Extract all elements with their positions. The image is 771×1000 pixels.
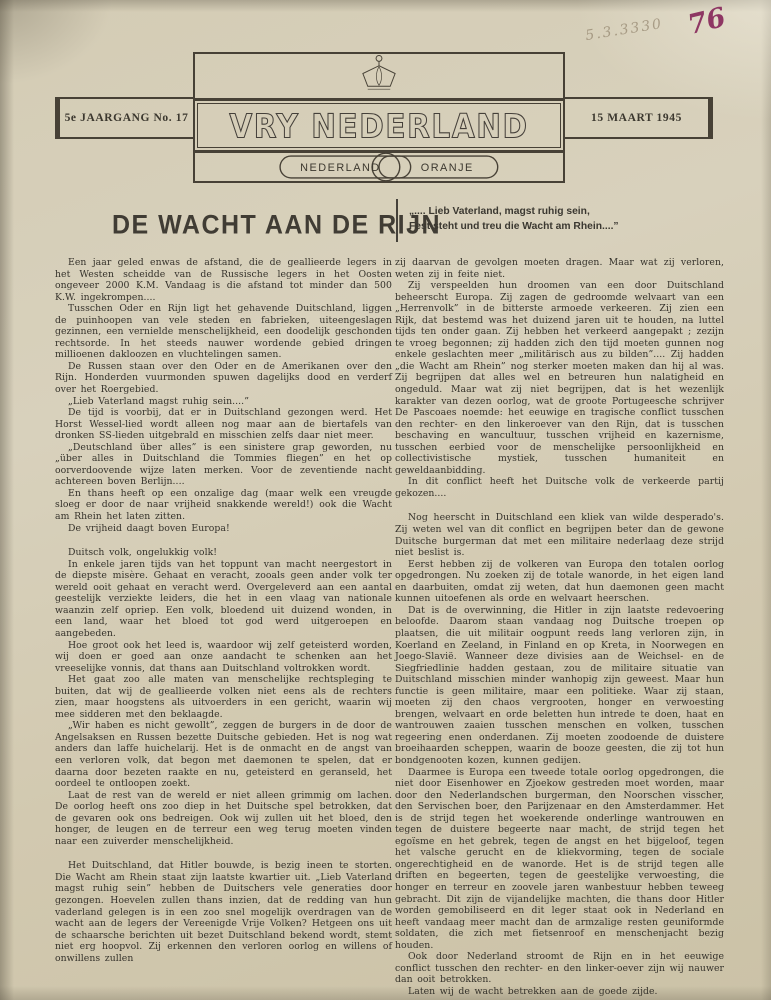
masthead-crown-box: [193, 52, 565, 100]
paragraph: Ook door Nederland stroomt de Rijn en in het eeuwige conflict tusschen den rechter- en den linker-oever zijn wij nauwer dan ooit betrokken.: [395, 951, 724, 986]
masthead-title-box: [193, 99, 565, 152]
paragraph: In enkele jaren tijds van het toppunt van macht neergestort in de diepste misère. Gehaat en veracht, zooals geen ander volk ter wereld ooit gehaat en veracht werd. Overgeleverd aan een aantal geestelijk verziekte leiders, die het in een vlaag van nationale waanzin zelf opriep. Een volk, bloedend uit duizend wonden, in een land, waar het bloed tot god werd uitgeroepen en aangebeden.: [55, 558, 392, 639]
paragraph: Nog heerscht in Duitschland een kliek van wilde desperado's. Zij weten wel van dit conflict en begrijpen beter dan de gewone Duitsche burgerman dat met een militaire nederlaag deze strijd niet beslist is.: [395, 512, 724, 559]
paragraph: „Lieb Vaterland magst ruhig sein....”: [68, 395, 249, 407]
paragraph: Hoe groot ook het leed is, waardoor wij zelf geteisterd worden, wij doen er goed aan onze aandacht te schenken aan het vreeselijke vonnis, dat thans aan Duitschland voltrokken wordt.: [55, 639, 392, 674]
article-column-left: [55, 257, 392, 964]
masthead-title-inner: [197, 103, 561, 148]
epigraph-quote: [396, 199, 716, 242]
paragraph: De tijd is voorbij, dat er in Duitschland gezongen werd. Het Horst Wessel-lied wordt alleen nog maar aan de biertafels van dronken SS-lieden uitgebrald en misschien zelfs daar niet meer.: [55, 407, 392, 442]
masthead-issue-box: [55, 97, 195, 139]
svg-text:NEDERLAND: NEDERLAND: [300, 161, 381, 174]
article-headline: DE WACHT AAN DE RIJN: [112, 209, 442, 241]
crown-icon: [324, 54, 434, 98]
paragraph: De Russen staan over den Oder en de Amerikanen over den Rijn. Honderden vuurmonden spuwen dagelijks dood en verderf over het Roergebied.: [55, 360, 392, 396]
vrij-nederland-logo: [198, 104, 560, 147]
masthead-date-box: [563, 97, 713, 139]
pencil-annotation: 5.3.3330: [584, 15, 665, 45]
issue-label: 5e JAARGANG No. 17: [64, 112, 189, 124]
chain-links-icon: [195, 151, 563, 183]
paragraph: Zij verspeelden hun droomen van een door Duitschland beheerscht Europa. Zij zagen de gedroomde welvaart van een „Herrenvolk” in de bitterste armoede verkeeren. Zij zien een Rijk, dat bestemd was het duizend jaren uit te houden, na luttel tijds ten onder gaan. Zij hebben het verkeerd aangepakt ; zezijn te vroeg begonnen; zij hadden zich den tijd moeten gunnen nog enkele geslachten meer „militärisch aus zu bilden”.... Zij hadden „die Wacht am Rhein” nog sterker moeten maken dan hij al was. Zij begrijpen dat alles wel en betreuren hun nalatigheid en ongeduld. Maar wat zij niet begrijpen, dat is het wezenlijk karakter van dezen oorlog, wat de groote Portugeesche schrijver De Pascoaes noemde: het eeuwige en tragische conflict tusschen den rechter- en den linkeroever van den Rijn, dat is tusschen beschaving en wancultuur, tusschen vrijheid en kazernisme, tusschen eerbied voor de menschelijke persoonlijkheid en collectivistische mystiek, tusschen humaniteit en geweldaanbidding.: [395, 280, 724, 476]
date-label: 15 MAART 1945: [591, 112, 682, 124]
epigraph-line-2: Fest steht und treu die Wacht am Rhein....”: [409, 221, 619, 232]
svg-text:ORANJE: ORANJE: [420, 161, 474, 174]
paragraph: Het gaat zoo alle maten van menschelijke rechtspleging te buiten, dat wij de geallieerde volken niet eens als de rechters zien, maar hoogstens als uitvoerders in een gericht, waarin wij mee sidderen met den beklaagde.: [55, 674, 392, 720]
paragraph: Een jaar geled enwas de afstand, die de geallieerde legers in het Westen scheidde van de Russische legers in het Oosten ongeveer 2000 K.M. Vandaag is die afstand tot minder dan 500 K.W. ingekrompen....: [55, 257, 392, 303]
paragraph: Dat is de overwinning, die Hitler in zijn laatste redevoering beloofde. Daarom staan vandaag nog Duitsche troepen op plaatsen, die uit militair oogpunt reeds lang verloren zijn, in Koerland en Zeeland, in Finland en op Kreta, in Noorwegen en Joego-Slavië. Wanneer deze divisies aan de Weichsel- en de Siegfriedlinie hadden gestaan, zou de militaire situatie van Duitschland misschien minder wanhopig zijn geweest. Maar hun functie is geen militaire, maar een politieke. Waar zij staan, moeten zij den chaos vergrooten, honger en verwoesting brengen, welvaart en orde beletten hun intrede te doen, haat en wantrouwen zaaien tusschen menschen en volken, tusschen regeering enen onderdanen. Zij moeten zoodoende de duistere broeihaarden scheppen, waarin de booze geesten, die zij tot hun bondgenooten kozen, kunnen gedijen.: [395, 604, 724, 766]
svg-text:VRY NEDERLAND: VRY NEDERLAND: [229, 107, 529, 146]
paragraph: Tusschen Oder en Rijn ligt het gehavende Duitschland, liggen de puinhoopen van vele steden en fabrieken, uiteengeslagen gezinnen, een vernielde menschelijkheid, een doodelijk geschonden rechtsorde. In het steeds nauwer wordende gebied dringen millioenen dakloozen en vluchtelingen samen.: [55, 303, 392, 361]
article-column-right: [395, 257, 724, 997]
ink-annotation: 76: [684, 1, 729, 42]
masthead-chain-box: [193, 151, 565, 183]
paragraph: zij daarvan de gevolgen moeten dragen. Maar wat zij verloren, weten zij in feite niet.: [395, 257, 724, 280]
paragraph: „Deutschland über alles” is een sinistere grap geworden, nu „über alles in Duitschland die Tommies fliegen” en het op oorverdoovende wijze laten merken. Voor de zeventiende nacht achtereen boven Berlijn....: [55, 441, 392, 488]
paragraph: „Wir haben es nicht gewollt”, zeggen de burgers in de door de Angelsaksen en Russen bezette Duitsche gebieden. Het is nog wat anders dan laffe huichelarij. Het is de onmacht en de angst van een verloren volk, dat begon met daemonen te spelen, dat er daarna door bezeten raakte en nu, geteisterd en geranseld, het oordeel te ontloopen zoekt.: [55, 720, 392, 790]
epigraph-line-1: „.... Lieb Vaterland, magst ruhig sein,: [409, 206, 590, 217]
paragraph: De vrijheid daagt boven Europa!: [68, 522, 230, 534]
paragraph: Laten wij de wacht betrekken aan de goede zijde.: [408, 985, 658, 997]
paragraph: In dit conflict heeft het Duitsche volk de verkeerde partij gekozen....: [395, 476, 724, 499]
paragraph: Het Duitschland, dat Hitler bouwde, is bezig ineen te storten. Die Wacht am Rhein staat zijn laatste kwartier uit. „Lieb Vaterland magst ruhig sein” hebben de Duitschers vele generaties door gezongen. Hoevelen zullen thans inzien, dat de redding van hun vaderland gelegen is in een zoo snel mogelijk overdragen van de wacht aan de legers der Vereenigde Vrije Volken? Hetgeen ons uit de schaarsche berichten uit bezet Duitschland bekend wordt, stemt niet erg hoopvol. Zij erkennen den verloren oorlog en willens of onwillens zullen: [55, 860, 392, 964]
paragraph: Daarmee is Europa een tweede totale oorlog opgedrongen, die niet door Eisenhower en Zjoekow gestreden moet worden, maar door den Nederlandschen burgerman, den Noorschen visscher, den Servischen boer, den Parijzenaar en den Amsterdammer. Het is de strijd tegen het woekerende onderlinge wantrouwen en tegen de duistere begeerte naar macht, de strijd tegen het egoïsme en het gebrek, tegen de angst en het bijgeloof, tegen het valsche gerucht en de kliekvorming, tegen de sociale ongerechtigheid en de wanorde. Het is de strijd tegen alle driften en begeerten, tegen de geestelijke verwoesting, die honger en terreur en zoovele jaren wanbestuur hebben teweeg gebracht. Dit zijn de vijandelijke machten, die thans door Hitler worden gemobiliseerd en dit leger staat ook in Nederland en heeft vandaag meer macht dan de armzalige resten geuniformde soldaten, die zich met fietsenroof en menschenjacht bezig houden.: [395, 766, 724, 951]
paragraph: Laat de rest van de wereld er niet alleen grimmig om lachen. De oorlog heeft ons zoo diep in het Duitsche spel betrokken, dat de gevaren ook ons bedreigen. Ook wij zullen uit het bloed, den honger, de leugen en de terreur een weg terug moeten vinden naar een zuiverder menschelijkheid.: [55, 789, 392, 847]
paragraph: Duitsch volk, ongelukkig volk!: [68, 547, 218, 559]
paragraph: Eerst hebben zij de volkeren van Europa den totalen oorlog opgedrongen. Nu zoeken zij de totale wanorde, in het eigen land en daarbuiten, omdat zij weten, dat hun daemonen geen macht kunnen uitoefenen als orde en welvaart heerschen.: [395, 558, 724, 605]
paragraph: En thans heeft op een onzalige dag (maar welk een vreugde sloeg er door de naar vrijheid snakkende wereld!) ook die Wacht am Rhein het laten zitten.: [55, 487, 392, 523]
